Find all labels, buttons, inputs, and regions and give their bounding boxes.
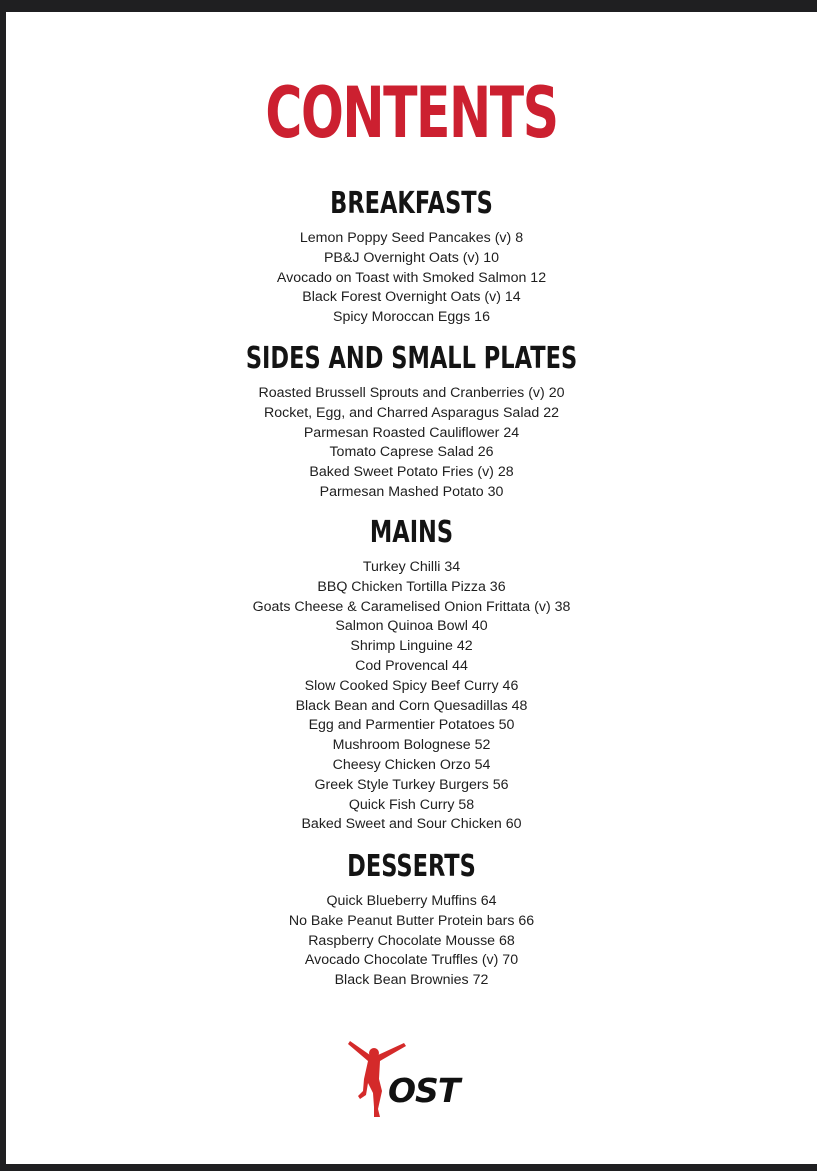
toc-entry[interactable]: Tomato Caprese Salad 26	[329, 444, 494, 461]
toc-entry[interactable]: Goats Cheese & Caramelised Onion Frittata (v) 38	[252, 598, 571, 615]
section-mains	[6, 515, 817, 835]
section-breakfasts	[6, 186, 817, 328]
toc-entry[interactable]: Roasted Brussell Sprouts and Cranberries (v) 20	[258, 385, 565, 401]
toc-entry[interactable]: Black Bean and Corn Quesadillas 48	[295, 697, 528, 714]
document-page	[6, 12, 817, 1164]
section-heading: DESSERTS	[347, 849, 476, 884]
toc-entry[interactable]: Black Bean Brownies 72	[334, 972, 489, 989]
section-sides	[6, 341, 817, 503]
toc-entry[interactable]: Mushroom Bolognese 52	[332, 737, 491, 754]
toc-entry[interactable]: BBQ Chicken Tortilla Pizza 36	[317, 578, 506, 595]
toc-entry[interactable]: Cod Provencal 44	[355, 657, 468, 674]
section-heading: BREAKFASTS	[330, 186, 493, 221]
toc-entry[interactable]: No Bake Peanut Butter Protein bars 66	[288, 912, 535, 929]
toc-entry[interactable]: Black Forest Overnight Oats (v) 14	[302, 289, 521, 306]
toc-entry[interactable]: Turkey Chilli 34	[362, 559, 461, 575]
toc-entry[interactable]: Baked Sweet and Sour Chicken 60	[301, 816, 522, 833]
toc-entry[interactable]: Egg and Parmentier Potatoes 50	[308, 717, 515, 734]
toc-entry[interactable]: Avocado Chocolate Truffles (v) 70	[304, 952, 519, 969]
toc-entry[interactable]: Slow Cooked Spicy Beef Curry 46	[304, 677, 519, 694]
ost-logo	[346, 1039, 486, 1124]
section-desserts	[6, 849, 817, 991]
toc-entry[interactable]: Avocado on Toast with Smoked Salmon 12	[276, 269, 547, 286]
toc-entry[interactable]: Spicy Moroccan Eggs 16	[333, 309, 490, 326]
toc-entry[interactable]: Shrimp Linguine 42	[350, 638, 473, 655]
toc-entry[interactable]: Parmesan Roasted Cauliflower 24	[303, 424, 520, 441]
section-heading: SIDES AND SMALL PLATES	[245, 341, 578, 376]
toc-entry[interactable]: Cheesy Chicken Orzo 54	[332, 756, 491, 773]
toc-entry[interactable]: Quick Blueberry Muffins 64	[326, 893, 497, 909]
toc-entry[interactable]: Baked Sweet Potato Fries (v) 28	[309, 464, 514, 481]
page-title: CONTENTS	[265, 72, 558, 154]
toc-entry[interactable]: Quick Fish Curry 58	[348, 796, 475, 813]
toc-entry[interactable]: Raspberry Chocolate Mousse 68	[308, 932, 515, 949]
toc-entry[interactable]: Lemon Poppy Seed Pancakes (v) 8	[299, 230, 524, 246]
running-man-icon	[346, 1039, 486, 1119]
toc-entry[interactable]: Rocket, Egg, and Charred Asparagus Salad 22	[264, 404, 559, 421]
svg-text:OST: OST	[388, 1071, 460, 1110]
section-heading: MAINS	[369, 515, 454, 550]
toc-entry[interactable]: Salmon Quinoa Bowl 40	[335, 618, 488, 635]
toc-entry[interactable]: PB&J Overnight Oats (v) 10	[323, 249, 500, 266]
toc-entry[interactable]: Parmesan Mashed Potato 30	[319, 483, 504, 500]
toc-entry[interactable]: Greek Style Turkey Burgers 56	[314, 776, 509, 793]
